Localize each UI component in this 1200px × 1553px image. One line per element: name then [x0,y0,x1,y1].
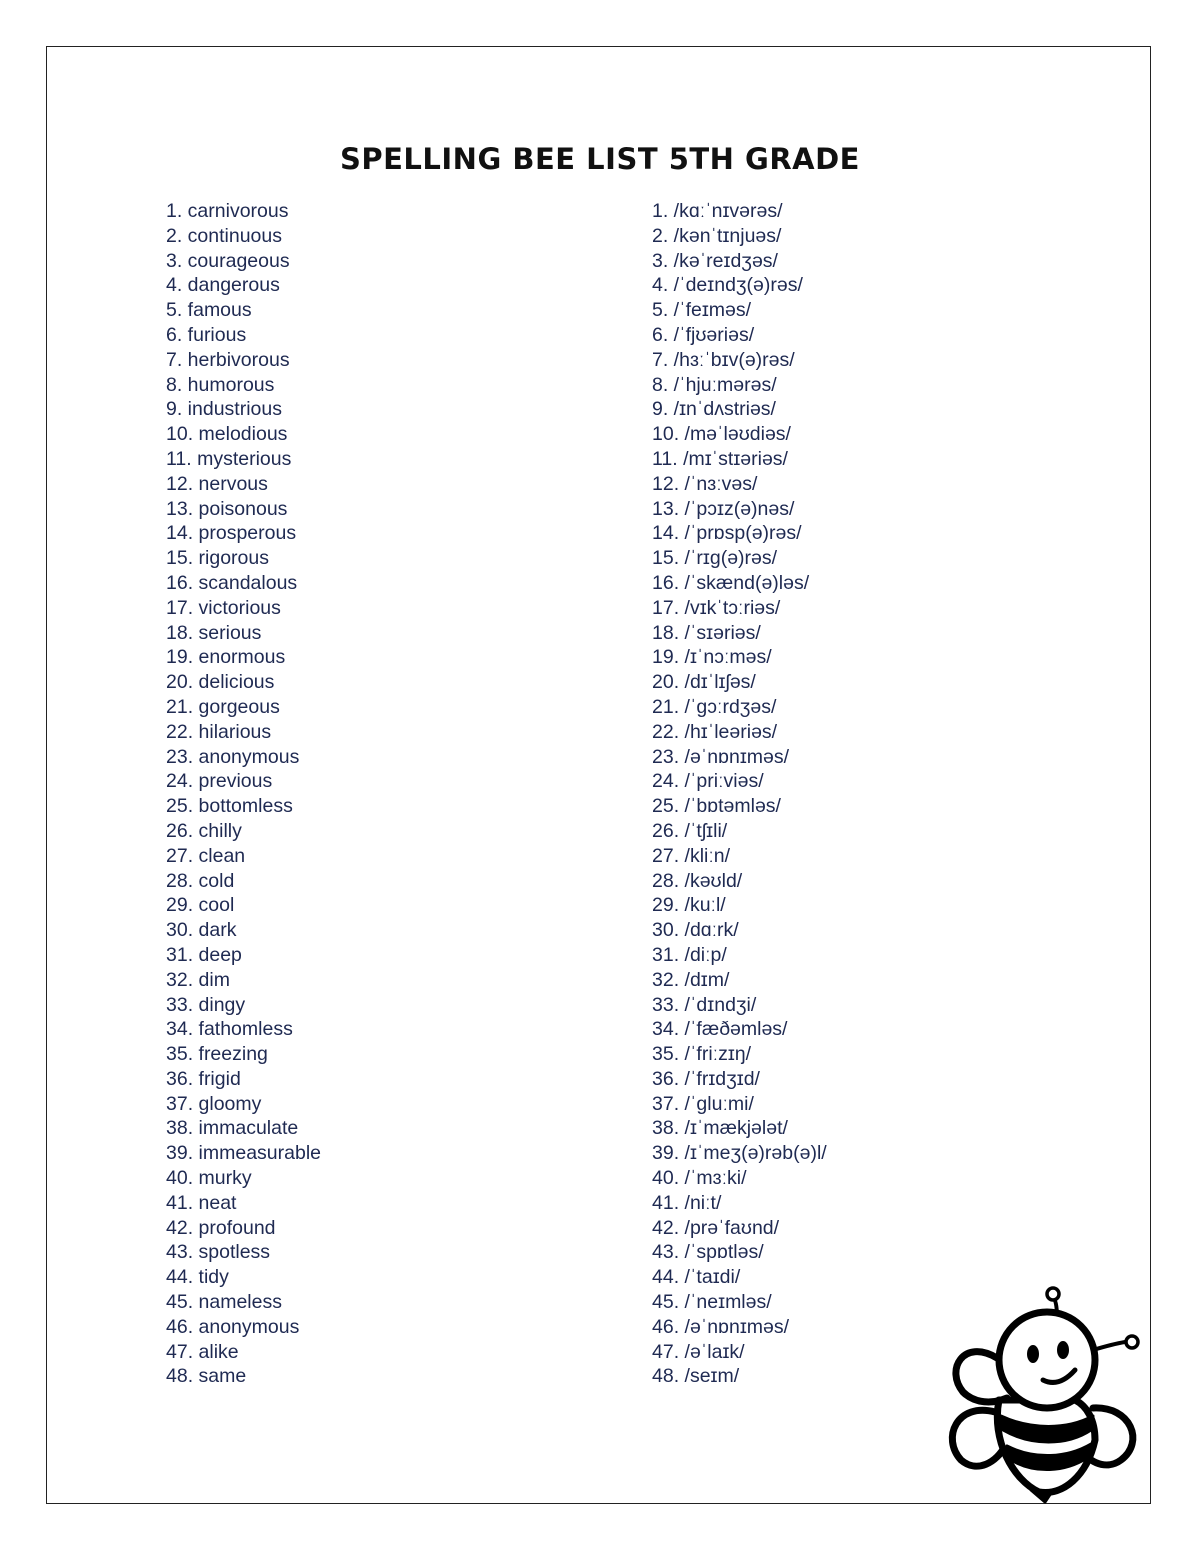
pronunciation-item: 12. /ˈnɜːvəs/ [652,472,758,495]
pronunciation-list [652,199,827,1389]
pronunciation-item: 13. /ˈpɔɪz(ə)nəs/ [652,497,795,520]
word-item: 35. freezing [166,1043,268,1066]
word-item: 28. cold [166,869,235,892]
word-item: 11. mysterious [166,447,292,470]
word-item: 40. murky [166,1167,252,1190]
word-item: 24. previous [166,770,273,793]
pronunciation-item: 16. /ˈskænd(ə)ləs/ [652,571,810,594]
word-item: 9. industrious [166,398,282,421]
pronunciation-item: 38. /ɪˈmækjələt/ [652,1117,788,1140]
pronunciation-item: 42. /prəˈfaʊnd/ [652,1216,780,1239]
word-item: 5. famous [166,299,252,322]
word-item: 10. melodious [166,423,288,446]
word-item: 45. nameless [166,1291,282,1314]
word-item: 41. neat [166,1191,237,1214]
word-item: 38. immaculate [166,1117,299,1140]
pronunciation-item: 19. /ɪˈnɔːməs/ [652,646,772,669]
pronunciation-item: 20. /dɪˈlɪʃəs/ [652,671,756,694]
pronunciation-item: 25. /ˈbɒtəmləs/ [652,795,781,818]
pronunciation-item: 29. /kuːl/ [652,894,726,917]
word-item: 12. nervous [166,472,268,495]
word-item: 31. deep [166,943,242,966]
word-item: 15. rigorous [166,547,269,570]
word-item: 39. immeasurable [166,1142,321,1165]
pronunciation-item: 15. /ˈrɪg(ə)rəs/ [652,547,778,570]
word-item: 20. delicious [166,671,275,694]
pronunciation-item: 11. /mɪˈstɪəriəs/ [652,447,788,470]
word-item: 4. dangerous [166,274,280,297]
pronunciation-item: 9. /ɪnˈdʌstriəs/ [652,398,776,421]
pronunciation-item: 14. /ˈprɒsp(ə)rəs/ [652,522,802,545]
word-item: 30. dark [166,919,237,942]
pronunciation-item: 46. /əˈnɒnɪməs/ [652,1315,790,1338]
pronunciation-item: 10. /məˈləʊdiəs/ [652,423,791,446]
word-item: 43. spotless [166,1241,271,1264]
pronunciation-item: 17. /vɪkˈtɔːriəs/ [652,596,781,619]
page-title: SPELLING BEE LIST 5TH GRADE [339,142,860,176]
pronunciation-item: 41. /niːt/ [652,1191,722,1214]
word-item: 29. cool [166,894,235,917]
word-item: 8. humorous [166,373,275,396]
pronunciation-item: 32. /dɪm/ [652,968,730,991]
pronunciation-item: 31. /diːp/ [652,943,727,966]
pronunciation-item: 24. /ˈpriːviəs/ [652,770,764,793]
pronunciation-item: 8. /ˈhjuːmərəs/ [652,373,777,396]
pronunciation-item: 23. /əˈnɒnɪməs/ [652,745,790,768]
pronunciation-item: 36. /ˈfrɪdʒɪd/ [652,1067,760,1090]
word-item: 25. bottomless [166,795,293,818]
word-item: 14. prosperous [166,522,297,545]
word-item: 18. serious [166,621,262,644]
word-item: 19. enormous [166,646,286,669]
pronunciation-item: 30. /dɑːrk/ [652,919,739,942]
word-list [166,199,321,1389]
pronunciation-item: 18. /ˈsɪəriəs/ [652,621,761,644]
word-item: 23. anonymous [166,745,300,768]
bee-icon [935,1280,1145,1505]
pronunciation-item: 40. /ˈmɜːki/ [652,1167,747,1190]
word-item: 26. chilly [166,819,242,842]
pronunciation-item: 45. /ˈneɪmləs/ [652,1291,772,1314]
word-item: 47. alike [166,1340,239,1363]
word-item: 17. victorious [166,596,281,619]
pronunciation-item: 33. /ˈdɪndʒi/ [652,993,757,1016]
word-item: 16. scandalous [166,571,298,594]
pronunciation-item: 48. /seɪm/ [652,1365,740,1388]
pronunciation-item: 21. /ˈgɔːrdʒəs/ [652,695,777,718]
pronunciation-item: 34. /ˈfæðəmləs/ [652,1018,788,1041]
pronunciation-item: 2. /kənˈtɪnjuəs/ [652,224,782,247]
word-item: 32. dim [166,968,230,991]
word-item: 48. same [166,1365,247,1388]
word-item: 2. continuous [166,224,283,247]
word-item: 34. fathomless [166,1018,293,1041]
word-item: 42. profound [166,1216,276,1239]
word-item: 46. anonymous [166,1315,300,1338]
pronunciation-item: 27. /kliːn/ [652,844,731,867]
word-item: 13. poisonous [166,497,288,520]
pronunciation-item: 37. /ˈgluːmi/ [652,1092,754,1115]
word-item: 37. gloomy [166,1092,262,1115]
pronunciation-item: 28. /kəʊld/ [652,869,743,892]
pronunciation-item: 39. /ɪˈmeʒ(ə)rəb(ə)l/ [652,1142,827,1165]
pronunciation-item: 7. /hɜːˈbɪv(ə)rəs/ [652,348,795,371]
word-item: 7. herbivorous [166,348,290,371]
pronunciation-item: 1. /kɑːˈnɪvərəs/ [652,200,783,222]
pronunciation-item: 6. /ˈfjʊəriəs/ [652,323,755,346]
pronunciation-item: 47. /əˈlaɪk/ [652,1340,745,1363]
pronunciation-item: 4. /ˈdeɪndʒ(ə)rəs/ [652,274,803,297]
pronunciation-item: 22. /hɪˈleəriəs/ [652,720,778,743]
word-item: 6. furious [166,323,247,346]
pronunciation-item: 43. /ˈspɒtləs/ [652,1241,764,1264]
word-item: 22. hilarious [166,720,272,743]
pronunciation-item: 44. /ˈtaɪdi/ [652,1266,741,1289]
word-item: 36. frigid [166,1067,241,1090]
pronunciation-item: 3. /kəˈreɪdʒəs/ [652,249,778,272]
pronunciation-item: 26. /ˈtʃɪli/ [652,819,728,842]
word-item: 3. courageous [166,249,290,272]
word-item: 33. dingy [166,993,246,1016]
word-item: 27. clean [166,844,246,867]
pronunciation-item: 35. /ˈfriːzɪŋ/ [652,1043,752,1066]
word-item: 44. tidy [166,1266,229,1289]
word-item: 1. carnivorous [166,200,289,222]
word-item: 21. gorgeous [166,695,280,718]
pronunciation-item: 5. /ˈfeɪməs/ [652,299,752,322]
